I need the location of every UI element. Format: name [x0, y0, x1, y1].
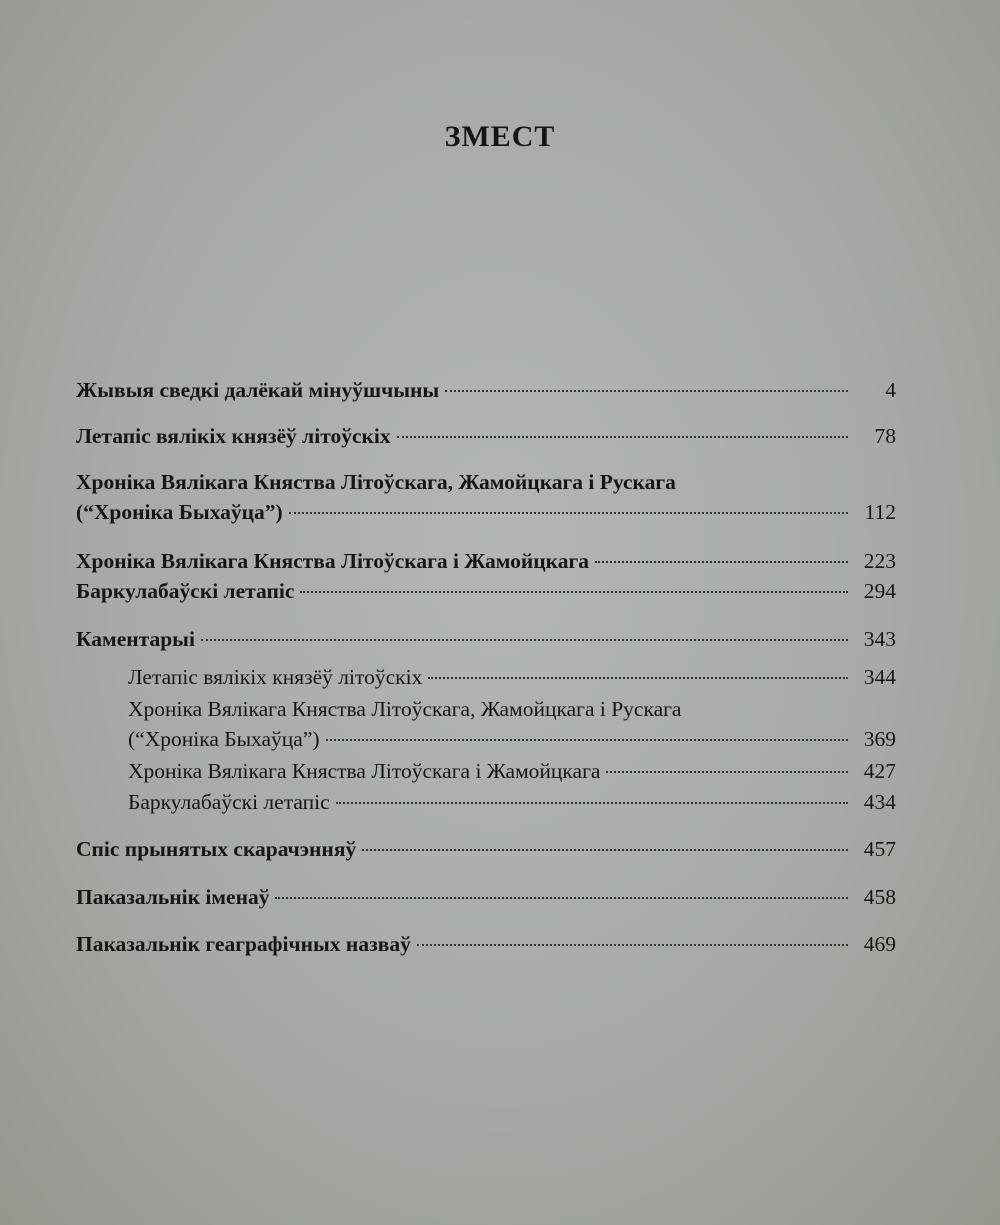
toc-page-number: 112 — [864, 500, 896, 524]
toc-page-number: 223 — [863, 549, 896, 573]
toc-entry-label: (“Хроніка Быхаўца”) — [76, 500, 283, 524]
dot-leader — [289, 512, 848, 514]
dot-leader — [428, 677, 848, 679]
toc-entry-barkulabava — [76, 576, 896, 606]
toc-entry-comments — [76, 624, 896, 654]
toc-page-number: 294 — [863, 579, 896, 603]
toc-entry-label: Хроніка Вялікага Княства Літоўскага і Жамойцкага — [76, 549, 589, 573]
toc-entry-label: Летапіс вялікіх князёў літоўскіх — [128, 665, 423, 689]
dot-leader — [362, 849, 848, 851]
toc-subentry-chronicle-zhamoit — [128, 756, 896, 786]
toc-page-number: 469 — [863, 932, 896, 956]
toc-entry-label: (“Хроніка Быхаўца”) — [128, 727, 320, 751]
toc-page-number: 343 — [863, 627, 896, 651]
toc-page-number: 4 — [885, 378, 896, 402]
dot-leader — [336, 802, 848, 804]
dot-leader — [417, 944, 848, 946]
toc-entry-label: Хроніка Вялікага Княства Літоўскага, Жамойцкага і Рускага — [76, 470, 676, 494]
toc-page-number: 457 — [863, 837, 896, 861]
toc-page-number: 427 — [863, 759, 896, 783]
toc-entry-label: Летапіс вялікіх князёў літоўскіх — [76, 424, 391, 448]
dot-leader — [326, 739, 848, 741]
toc-entry-label: Хроніка Вялікага Княства Літоўскага і Жамойцкага — [128, 759, 601, 783]
toc-entry-label: Каментарыі — [76, 627, 195, 651]
toc-subentry-letapis — [128, 662, 896, 692]
toc-page-number: 369 — [863, 727, 896, 751]
toc-entry-abbreviations — [76, 834, 896, 864]
dot-leader — [275, 897, 848, 899]
dot-leader — [201, 639, 848, 641]
toc-page-number: 434 — [863, 790, 896, 814]
dot-leader — [300, 591, 848, 593]
toc-entry-bykhovets-line1 — [76, 467, 896, 497]
dot-leader — [397, 436, 848, 438]
toc-entry-chronicle-zhamoit — [76, 546, 896, 576]
toc-entry-bykhovets-line2 — [76, 497, 896, 527]
toc-entry-intro — [76, 375, 896, 405]
toc-entry-label: Жывыя сведкі далёкай мінуўшчыны — [76, 378, 440, 402]
toc-page-number: 344 — [863, 665, 896, 689]
toc-subentry-bykhovets-line2 — [128, 724, 896, 754]
toc-entry-letapis — [76, 421, 896, 451]
page-title: ЗМЕСТ — [444, 120, 556, 153]
toc-entry-geo-index — [76, 929, 896, 959]
toc-entry-label: Паказальнік іменаў — [76, 885, 270, 909]
toc-subentry-bykhovets-line1 — [128, 694, 896, 724]
toc-entry-label: Паказальнік геаграфічных назваў — [76, 932, 411, 956]
toc-page-number: 458 — [863, 885, 896, 909]
dot-leader — [445, 390, 848, 392]
toc-entry-label: Баркулабаўскі летапіс — [76, 579, 295, 603]
toc-subentry-barkulabava — [128, 787, 896, 817]
toc-entry-label: Спіс прынятых скарачэнняў — [76, 837, 357, 861]
toc-entry-label: Баркулабаўскі летапіс — [128, 790, 330, 814]
dot-leader — [606, 771, 848, 773]
toc-page-number: 78 — [874, 424, 896, 448]
toc-entry-label: Хроніка Вялікага Княства Літоўскага, Жамойцкага і Рускага — [128, 697, 682, 721]
dot-leader — [595, 561, 848, 563]
toc-entry-name-index — [76, 882, 896, 912]
